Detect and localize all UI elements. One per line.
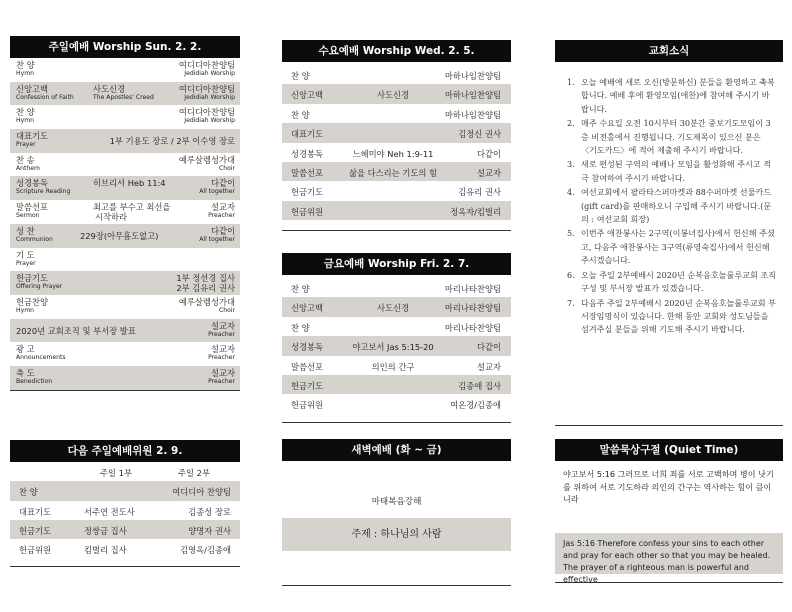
sunday-order-row bbox=[10, 319, 240, 343]
order-item-leader: 설교자 bbox=[476, 167, 501, 178]
order-item-leader: 김정신 권사 bbox=[458, 129, 501, 140]
order-item-leader: 마리나타찬양팀 bbox=[444, 322, 501, 333]
order-item-label: 찬 양 bbox=[16, 60, 35, 70]
order-item-detail: 느헤미야 Neh 1:9-11 bbox=[352, 148, 434, 159]
order-item-leader: 마하나임찬양팀 bbox=[444, 109, 501, 120]
order-item-leader: 다같이 bbox=[476, 342, 501, 353]
news-item-number: 1. bbox=[567, 77, 575, 87]
order-item-english-label: Offering Prayer bbox=[16, 283, 63, 291]
order-item-label: 성경봉독 bbox=[16, 178, 49, 189]
order-item-leader: 다같이 bbox=[476, 148, 501, 159]
order-item-english-label: Hymn bbox=[16, 70, 34, 77]
next-week-column-headers bbox=[10, 462, 240, 481]
news-item-text: 매주 수요일 오전 10시부터 30분간 중보기도모임이 3층 비전홀에서 진행됩니다. 기도제목이 있으신 분은 〈기도카드〉에 적어 제출해 주시기 바랍니다. bbox=[581, 118, 771, 156]
order-item-label: 성경봉독 bbox=[291, 342, 324, 353]
order-item-english-label: Prayer bbox=[16, 259, 36, 267]
wednesday-order-row bbox=[282, 123, 511, 142]
news-item-text: 오늘 주일 2부예배시 2020년 순복음호놀룰루교회 조직구성 및 부서장 발표가 있겠습니다. bbox=[581, 269, 776, 294]
order-item-label: 헌금찬양 bbox=[16, 296, 49, 307]
news-item-text: 다음주 주일 2부예배시 2020년 순복음호놀룰루교회 부서장임명식이 있습니다. 한해 동안 교회와 성도님들을 섬겨주실 분들을 위해 기도해 주시기 바랍니다. bbox=[581, 297, 776, 335]
next-week-servers-panel bbox=[10, 440, 240, 567]
quiet-time-korean-verse: 야고보서 5:16 그러므로 너희 죄를 서로 고백하며 병이 낫기를 위하여 서로 기도하라 의인의 간구는 역사하는 힘이 큼이니라 bbox=[563, 469, 774, 504]
order-item-leader: 예루살렘성가대 bbox=[178, 154, 235, 165]
wednesday-bottom-rule bbox=[282, 230, 511, 231]
order-item-leader-english: Jedidiah Worship bbox=[184, 93, 235, 101]
order-item-english-label: Benediction bbox=[16, 377, 53, 385]
sunday-bottom-rule bbox=[10, 390, 240, 391]
news-item-number: 5. bbox=[567, 228, 575, 239]
quiet-time-english-verse: Jas 5:16 Therefore confess your sins to each other and pray for each other so that you may be healed. The prayer of a righteous man is powerful and effective bbox=[555, 533, 783, 574]
order-item-detail: 삶을 다스리는 기도의 힘 bbox=[348, 167, 438, 178]
friday-worship-panel bbox=[282, 253, 511, 423]
order-item-leader: 1부 기용도 장로 / 2부 이수영 장로 bbox=[109, 136, 235, 147]
order-item-leader: 설교자 bbox=[210, 202, 235, 213]
order-item-leader: 다같이 bbox=[210, 225, 235, 236]
order-item-leader: 설교자 bbox=[210, 320, 235, 331]
order-item-detail: 야고보서 Jas 5:15-20 bbox=[352, 342, 434, 353]
friday-worship-title: 금요예배 Worship Fri. 2. 7. bbox=[282, 253, 511, 275]
friday-order-row bbox=[282, 336, 511, 355]
order-item-label: 대표기도 bbox=[291, 129, 324, 140]
service-2-person: 여디디아 찬양팀 bbox=[172, 487, 231, 498]
order-item-label: 기 도 bbox=[16, 249, 35, 260]
sunday-order-row bbox=[10, 200, 240, 224]
news-item bbox=[567, 297, 777, 337]
dawn-worship-title: 새벽예배 (화 ~ 금) bbox=[282, 439, 511, 461]
order-item-label: 헌금위원 bbox=[291, 206, 324, 217]
order-item-english-label: Anthem bbox=[16, 164, 40, 172]
order-item-leader: 설교자 bbox=[210, 367, 235, 378]
order-item-detail-english: The Apostles' Creed bbox=[93, 93, 154, 101]
next-week-row bbox=[10, 481, 240, 500]
service-2-person: 김종성 장로 bbox=[188, 506, 231, 517]
service-2-person: 김영옥/김종애 bbox=[180, 545, 231, 556]
wednesday-order-row bbox=[282, 143, 511, 162]
order-item-english-label: Hymn bbox=[16, 117, 34, 125]
order-item-leader-english: All together bbox=[199, 188, 235, 196]
news-item bbox=[567, 158, 777, 185]
order-item-detail: 229장(아무흠도없고) bbox=[80, 230, 159, 241]
order-item-label: 성 찬 bbox=[16, 225, 35, 236]
sunday-order-row bbox=[10, 295, 240, 319]
sunday-order-row bbox=[10, 129, 240, 153]
order-item-detail: 사도신경 bbox=[376, 90, 410, 101]
order-item-label: 말씀선포 bbox=[16, 202, 49, 213]
order-item-detail: 사도신경 bbox=[93, 83, 126, 94]
order-item-label: 신앙고백 bbox=[291, 90, 324, 101]
order-item-english-label: Scripture Reading bbox=[16, 188, 71, 196]
wednesday-order-row bbox=[282, 201, 511, 220]
church-news-bottom-rule bbox=[555, 425, 783, 426]
order-item-leader: 정옥자/킴벌리 bbox=[450, 206, 501, 217]
order-item-label: 헌금기도 bbox=[291, 380, 324, 391]
order-item-leader: 마리나타찬양팀 bbox=[444, 284, 501, 294]
service-1-person: 킴벌리 집사 bbox=[84, 545, 127, 556]
order-item-leader-english: Jedidiah Worship bbox=[184, 70, 235, 77]
order-item-label: 찬 양 bbox=[291, 322, 310, 333]
dawn-worship-body bbox=[282, 461, 511, 585]
order-item-english-label: Sermon bbox=[16, 212, 40, 220]
order-item-detail: 의인의 간구 bbox=[371, 361, 415, 372]
wednesday-worship-title: 수요예배 Worship Wed. 2. 5. bbox=[282, 40, 511, 62]
news-item bbox=[567, 117, 777, 157]
friday-bottom-rule bbox=[282, 422, 511, 423]
order-item-leader-english: All together bbox=[199, 235, 235, 243]
next-week-row bbox=[10, 520, 240, 539]
duty-label: 헌금위원 bbox=[19, 545, 52, 556]
news-item-text: 여선교회에서 팔라타스퍼마켓과 88수퍼마켓 선물카드(gift card)를 판매하오니 구입해 주시기 바랍니다.(문의 : 여선교회 회장) bbox=[581, 187, 772, 225]
sunday-worship-title: 주일예배 Worship Sun. 2. 2. bbox=[10, 36, 240, 58]
service-2-person: 양명자 권사 bbox=[188, 525, 231, 536]
order-item-label: 찬 양 bbox=[16, 107, 35, 118]
news-item-number: 7. bbox=[567, 297, 575, 308]
order-item-leader: 1부 정선경 집사 bbox=[176, 273, 235, 284]
order-item-leader: 예루살렘성가대 bbox=[178, 296, 235, 307]
wednesday-order-row bbox=[282, 162, 511, 181]
order-item-detail: 사도신경 bbox=[376, 303, 410, 314]
order-item-leader: 설교자 bbox=[476, 361, 501, 372]
wednesday-order-row bbox=[282, 104, 511, 123]
news-item-number: 3. bbox=[567, 159, 575, 170]
news-item-number: 4. bbox=[567, 187, 575, 198]
wednesday-order-row bbox=[282, 84, 511, 103]
duty-label: 대표기도 bbox=[19, 506, 52, 517]
order-item-leader-english: Preacher bbox=[208, 330, 235, 338]
quiet-time-title: 말씀묵상구절 (Quiet Time) bbox=[555, 439, 783, 461]
order-item-leader: 여디디아찬양팀 bbox=[178, 83, 235, 94]
service-1-person: 서주연 전도사 bbox=[84, 506, 135, 517]
order-item-leader: 김종애 집사 bbox=[458, 380, 501, 391]
order-item-leader: 마리나타찬양팀 bbox=[444, 303, 501, 314]
news-item bbox=[567, 269, 777, 296]
quiet-time-panel bbox=[555, 439, 783, 583]
order-item-label: 신앙고백 bbox=[16, 83, 49, 94]
dawn-theme: 주제 : 하나님의 사람 bbox=[282, 518, 511, 551]
order-item-leader-line2: 2부 김유리 권사 bbox=[176, 283, 235, 294]
service-1-person: 정쌍금 집사 bbox=[84, 525, 127, 536]
sunday-order-row bbox=[10, 271, 240, 295]
order-item-english-label: Prayer bbox=[16, 141, 36, 149]
friday-order-row bbox=[282, 278, 511, 297]
order-item-label: 신앙고백 bbox=[291, 303, 324, 314]
duty-label: 헌금기도 bbox=[19, 525, 52, 536]
order-item-label: 말씀선포 bbox=[291, 361, 324, 372]
next-week-list bbox=[10, 481, 240, 558]
news-item bbox=[567, 76, 777, 116]
friday-order-row bbox=[282, 297, 511, 316]
next-week-title: 다음 주일예배위원 2. 9. bbox=[10, 440, 240, 462]
order-item-label: 대표기도 bbox=[16, 131, 49, 142]
order-item-label: 찬 양 bbox=[291, 284, 310, 294]
order-item-english-label: Announcements bbox=[16, 354, 66, 362]
order-item-english-label: Confession of Faith bbox=[16, 93, 74, 101]
order-item-label: 성경봉독 bbox=[291, 148, 324, 159]
wednesday-order-list bbox=[282, 65, 511, 220]
order-item-leader-english: Jedidiah Worship bbox=[184, 117, 235, 125]
duty-label: 찬 양 bbox=[19, 487, 38, 498]
order-item-leader-english: Choir bbox=[218, 306, 235, 314]
order-item-leader-english: Preacher bbox=[208, 212, 235, 220]
order-item-leader: 마하나임찬양팀 bbox=[444, 90, 501, 101]
wednesday-order-row bbox=[282, 181, 511, 200]
order-item-leader-english: Preacher bbox=[208, 354, 235, 362]
news-item bbox=[567, 186, 777, 226]
news-item-text: 새로 편성된 구역의 예배나 모임을 활성화해 주시고 적극 참여하여 주시기 바랍니다. bbox=[581, 159, 772, 183]
order-item-detail-line2: 시작하라 bbox=[95, 212, 128, 223]
dawn-sermon-series: 마태복음강해 bbox=[371, 497, 422, 507]
order-item-label: 말씀선포 bbox=[291, 167, 324, 178]
next-week-row bbox=[10, 501, 240, 520]
column-header-service-1: 주일 1부 bbox=[100, 468, 132, 478]
order-item-detail: 최고를 부수고 최선을 bbox=[93, 202, 171, 213]
news-item-number: 2. bbox=[567, 118, 575, 129]
news-item bbox=[567, 227, 777, 267]
church-news-title: 교회소식 bbox=[555, 40, 783, 62]
order-item-detail: 히브리서 Heb 11:4 bbox=[93, 178, 166, 189]
order-item-leader: 설교자 bbox=[210, 344, 235, 355]
order-item-leader: 김유리 권사 bbox=[458, 187, 501, 198]
sunday-order-row bbox=[10, 342, 240, 366]
sunday-order-row bbox=[10, 153, 240, 177]
dawn-worship-panel bbox=[282, 439, 511, 586]
order-item-label: 찬 송 bbox=[16, 154, 35, 165]
order-item-label: 2020년 교회조직 및 부서장 발표 bbox=[16, 325, 136, 336]
sunday-order-list bbox=[10, 58, 240, 390]
column-header-service-2: 주일 2부 bbox=[178, 468, 210, 478]
order-item-leader: 여디디아찬양팀 bbox=[178, 60, 235, 70]
dawn-bottom-rule bbox=[282, 585, 511, 586]
order-item-label: 축 도 bbox=[16, 367, 35, 378]
sunday-order-row bbox=[10, 176, 240, 200]
news-item-text: 이번주 애찬봉사는 2구역(이봉녀집사)에서 헌신해 주셨고, 다음주 애찬봉사는 3구역(류영숙집사)에서 헌신해 주시겠습니다. bbox=[581, 228, 775, 266]
church-news-list bbox=[555, 62, 783, 337]
next-week-bottom-rule bbox=[10, 566, 240, 567]
order-item-leader: 여온경/김종애 bbox=[450, 400, 501, 411]
next-week-row bbox=[10, 539, 240, 558]
order-item-english-label: Communion bbox=[16, 235, 53, 243]
order-item-label: 찬 양 bbox=[291, 109, 310, 120]
sunday-order-row bbox=[10, 366, 240, 390]
sunday-order-row bbox=[10, 224, 240, 248]
sunday-order-row bbox=[10, 105, 240, 129]
order-item-label: 찬 양 bbox=[291, 71, 310, 81]
church-news-panel bbox=[555, 40, 783, 338]
sunday-order-row bbox=[10, 248, 240, 272]
wednesday-worship-panel bbox=[282, 40, 511, 231]
order-item-leader-english: Choir bbox=[218, 164, 235, 172]
order-item-label: 헌금기도 bbox=[291, 187, 324, 198]
order-item-label: 헌금위원 bbox=[291, 400, 324, 411]
order-item-english-label: Hymn bbox=[16, 306, 34, 314]
news-item-number: 6. bbox=[567, 269, 575, 280]
order-item-leader-english: Preacher bbox=[208, 377, 235, 385]
order-item-leader: 여디디아찬양팀 bbox=[178, 107, 235, 118]
order-item-leader: 다같이 bbox=[210, 178, 235, 189]
sunday-order-row bbox=[10, 82, 240, 106]
order-item-label: 헌금기도 bbox=[16, 273, 49, 284]
friday-order-row bbox=[282, 356, 511, 375]
sunday-worship-panel bbox=[10, 36, 240, 391]
news-item-text: 오늘 예배에 새로 오신(방문하신) 분들을 환영하고 축복합니다. 예배 후에 환영모임(애찬)에 참여해 주시기 바랍니다. bbox=[581, 77, 775, 114]
sunday-order-row bbox=[10, 58, 240, 82]
friday-order-row bbox=[282, 394, 511, 413]
order-item-label: 광 고 bbox=[16, 344, 35, 355]
friday-order-row bbox=[282, 317, 511, 336]
friday-order-list bbox=[282, 278, 511, 414]
order-item-leader: 마하나임찬양팀 bbox=[444, 71, 501, 81]
friday-order-row bbox=[282, 375, 511, 394]
wednesday-order-row bbox=[282, 65, 511, 84]
